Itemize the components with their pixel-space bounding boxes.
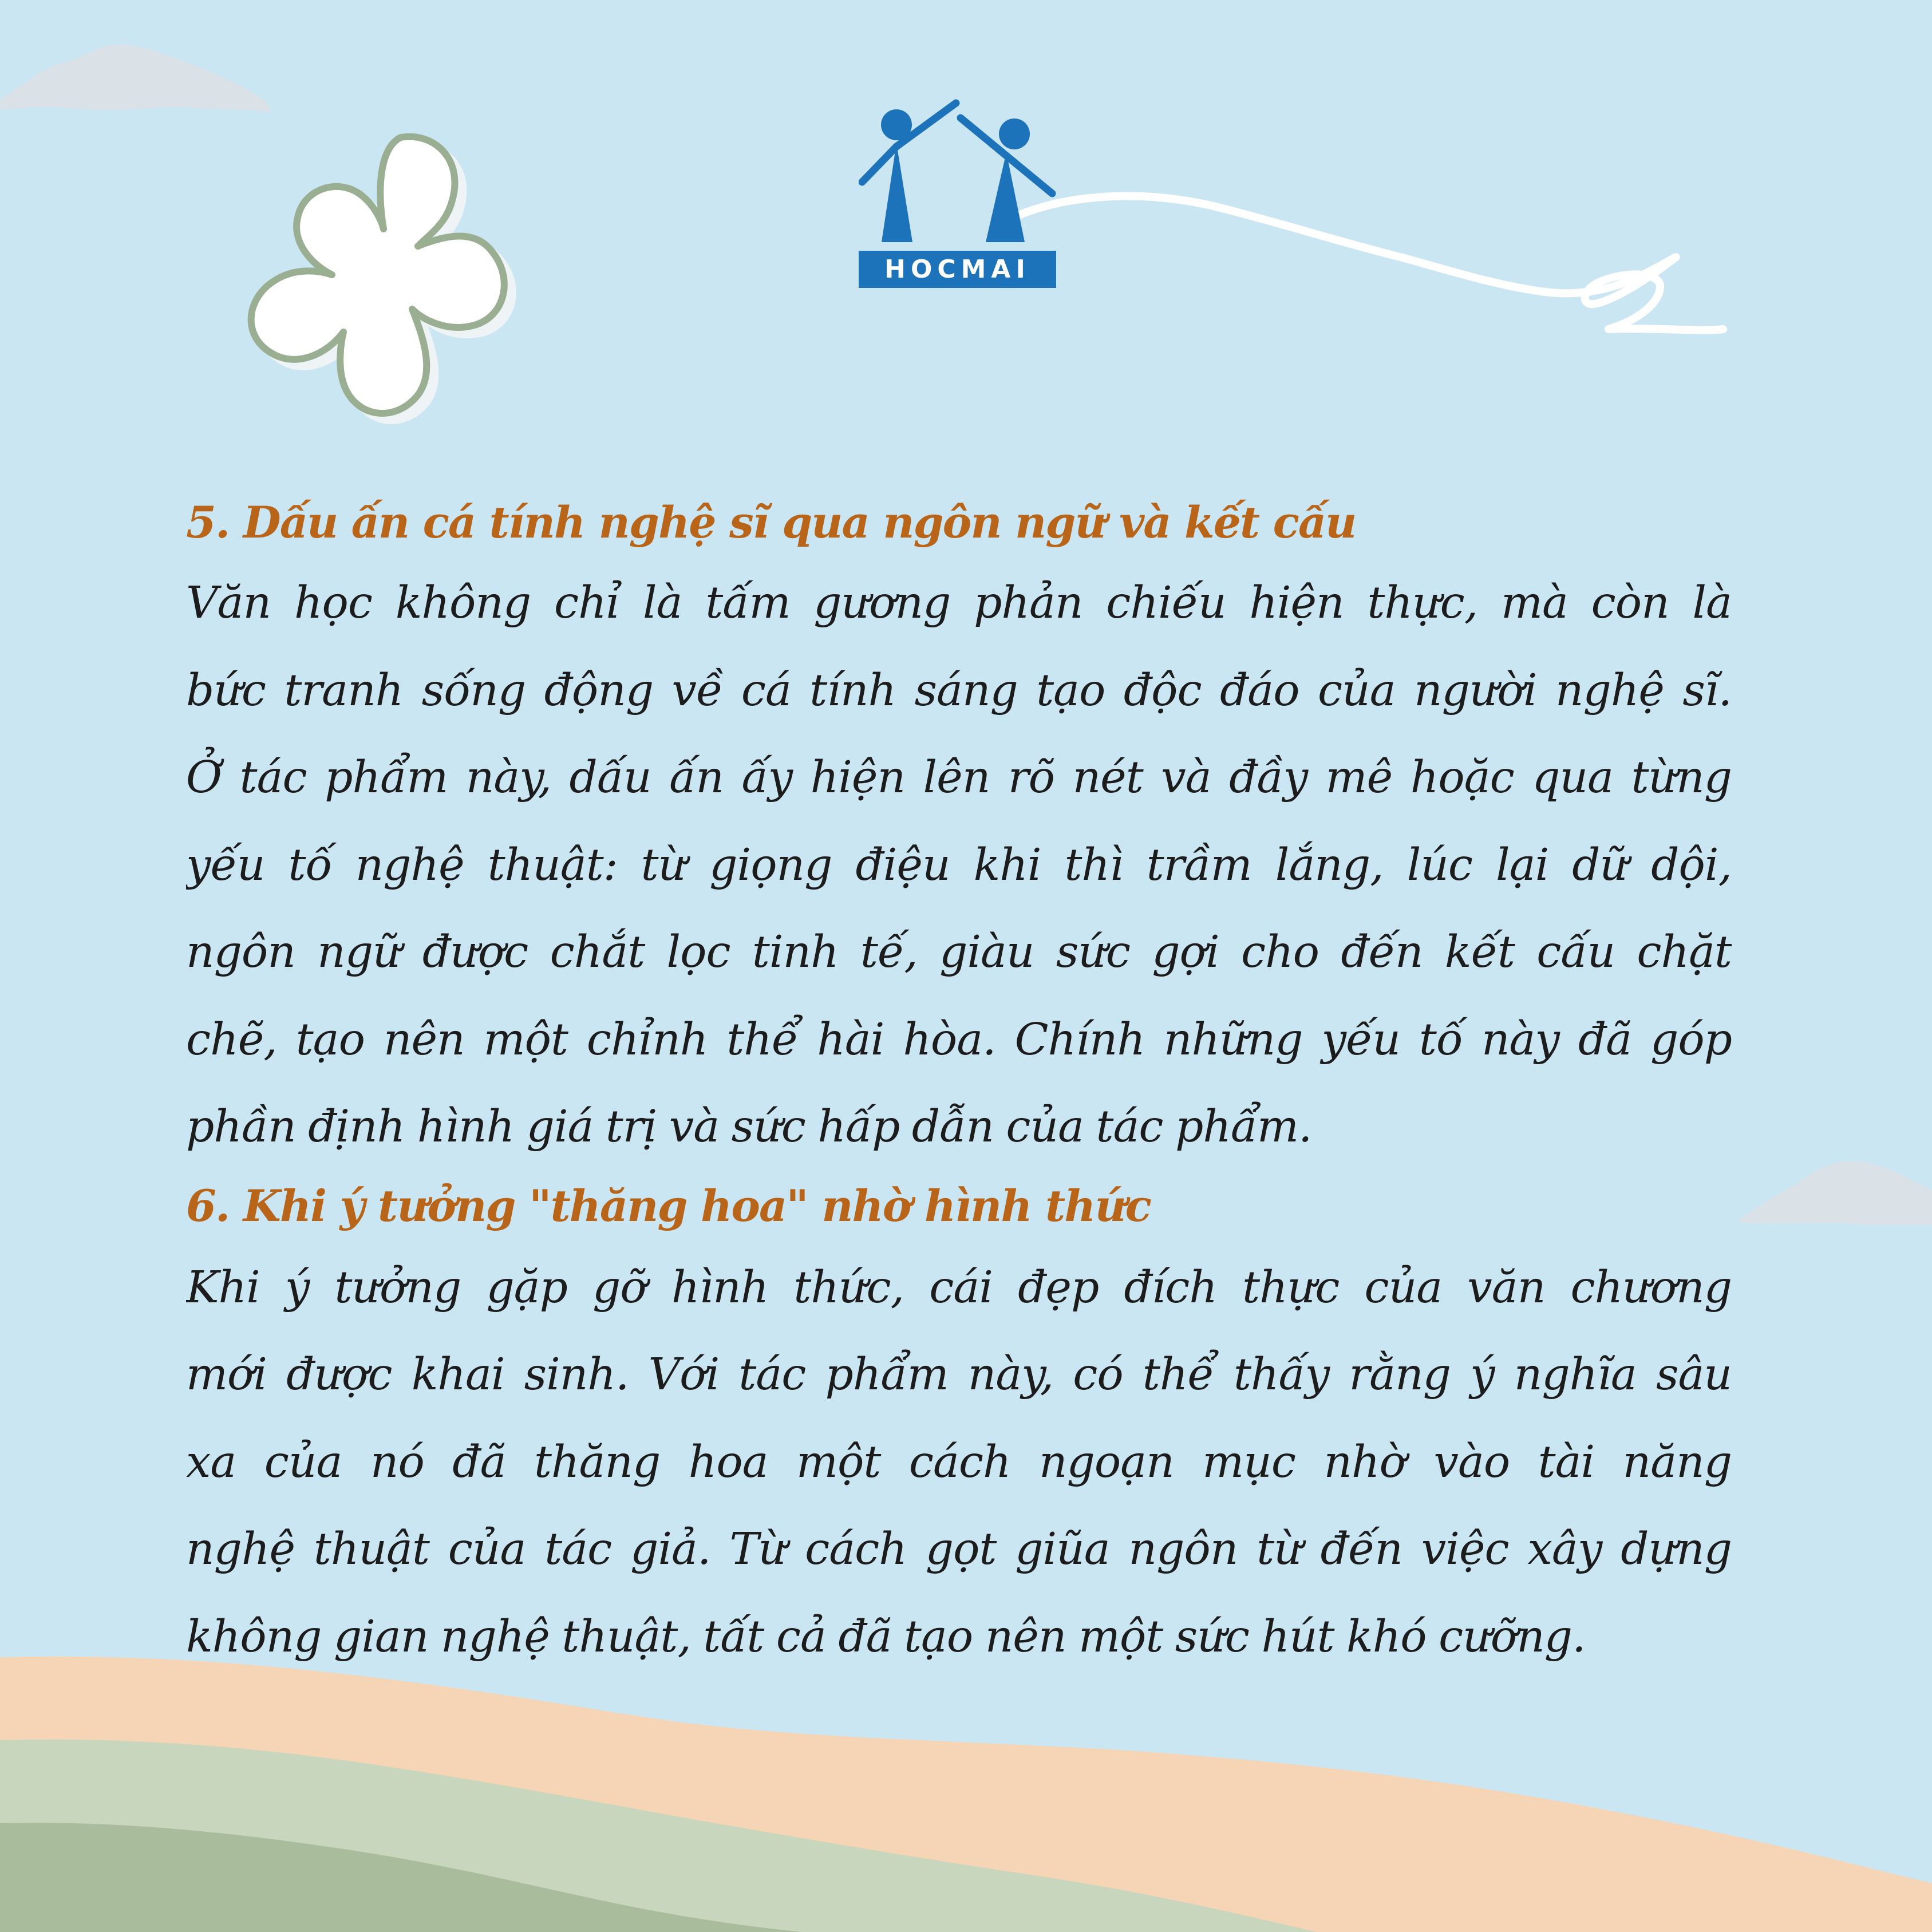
logo-figures-icon xyxy=(859,96,1056,251)
cloud-top-left xyxy=(0,45,272,112)
paragraph-line: chẽ, tạo nên một chỉnh thể hài hòa. Chính những yếu tố này đã góp xyxy=(186,1014,1732,1065)
paragraph-line: không gian nghệ thuật, tất cả đã tạo nên một sức hút khó cưỡng. xyxy=(186,1611,1586,1662)
paragraph-line: Khi ý tưởng gặp gỡ hình thức, cái đẹp đích thực của văn chương xyxy=(186,1262,1732,1313)
swirl-ribbon xyxy=(1013,196,1723,330)
paragraph-line: Ở tác phẩm này, dấu ấn ấy hiện lên rõ nét và đầy mê hoặc qua từng xyxy=(186,752,1732,803)
paragraph-line: phần định hình giá trị và sức hấp dẫn của tác phẩm. xyxy=(186,1101,1312,1152)
section-6-paragraph xyxy=(186,1244,1732,1681)
section-5-paragraph xyxy=(186,560,1732,1171)
logo-bar xyxy=(859,251,1056,288)
section-5-heading: 5. Dấu ấn cá tính nghệ sĩ qua ngôn ngữ và kết cấu xyxy=(186,497,1356,548)
paragraph-line: mới được khai sinh. Với tác phẩm này, có thể thấy rằng ý nghĩa sâu xyxy=(186,1349,1732,1400)
cloud-right xyxy=(1740,1161,1932,1225)
article-content xyxy=(186,491,1732,1681)
paragraph-line: bức tranh sống động về cá tính sáng tạo độc đáo của người nghệ sĩ. xyxy=(186,665,1732,716)
logo-brand-text: HOCMAI xyxy=(884,255,1030,284)
section-6-heading: 6. Khi ý tưởng "thăng hoa" nhờ hình thức xyxy=(186,1180,1151,1231)
paragraph-line: nghệ thuật của tác giả. Từ cách gọt giũa ngôn từ đến việc xây dựng xyxy=(186,1524,1732,1575)
hocmai-logo xyxy=(859,96,1056,288)
paragraph-line: Văn học không chỉ là tấm gương phản chiếu hiện thực, mà còn là xyxy=(186,578,1732,629)
paragraph-line: xa của nó đã thăng hoa một cách ngoạn mục nhờ vào tài năng xyxy=(186,1436,1732,1488)
paragraph-line: ngôn ngữ được chắt lọc tinh tế, giàu sức gợi cho đến kết cấu chặt xyxy=(186,927,1732,978)
paragraph-line: yếu tố nghệ thuật: từ giọng điệu khi thì trầm lắng, lúc lại dữ dội, xyxy=(186,839,1732,891)
flower-shape xyxy=(251,137,504,413)
